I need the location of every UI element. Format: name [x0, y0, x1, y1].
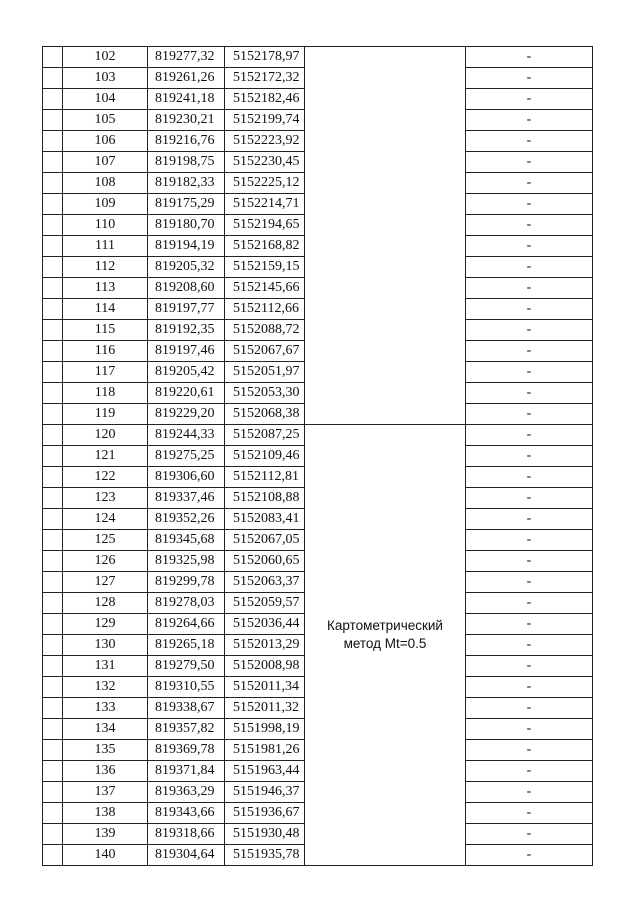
- row-margin-cell: [43, 845, 63, 866]
- table-row: [43, 425, 593, 446]
- point-number-cell: 127: [63, 572, 148, 593]
- x-coordinate-cell: 819318,66: [148, 824, 225, 845]
- point-number-cell: 134: [63, 719, 148, 740]
- point-number-cell: 122: [63, 467, 148, 488]
- dash-cell: -: [466, 635, 593, 656]
- x-coordinate-cell: 819304,64: [148, 845, 225, 866]
- y-coordinate-cell: 5152060,65: [225, 551, 305, 572]
- row-margin-cell: [43, 782, 63, 803]
- y-coordinate-cell: 5152182,46: [225, 89, 305, 110]
- dash-cell: -: [466, 803, 593, 824]
- dash-cell: -: [466, 236, 593, 257]
- y-coordinate-cell: 5152230,45: [225, 152, 305, 173]
- y-coordinate-cell: 5152051,97: [225, 362, 305, 383]
- y-coordinate-cell: 5152109,46: [225, 446, 305, 467]
- dash-cell: -: [466, 824, 593, 845]
- y-coordinate-cell: 5152223,92: [225, 131, 305, 152]
- row-margin-cell: [43, 383, 63, 404]
- row-margin-cell: [43, 740, 63, 761]
- x-coordinate-cell: 819343,66: [148, 803, 225, 824]
- row-margin-cell: [43, 446, 63, 467]
- y-coordinate-cell: 5152172,32: [225, 68, 305, 89]
- row-margin-cell: [43, 215, 63, 236]
- row-margin-cell: [43, 320, 63, 341]
- x-coordinate-cell: 819299,78: [148, 572, 225, 593]
- point-number-cell: 123: [63, 488, 148, 509]
- x-coordinate-cell: 819197,77: [148, 299, 225, 320]
- row-margin-cell: [43, 593, 63, 614]
- dash-cell: -: [466, 215, 593, 236]
- row-margin-cell: [43, 509, 63, 530]
- x-coordinate-cell: 819371,84: [148, 761, 225, 782]
- point-number-cell: 139: [63, 824, 148, 845]
- y-coordinate-cell: 5152088,72: [225, 320, 305, 341]
- row-margin-cell: [43, 152, 63, 173]
- y-coordinate-cell: 5151936,67: [225, 803, 305, 824]
- y-coordinate-cell: 5152199,74: [225, 110, 305, 131]
- dash-cell: -: [466, 278, 593, 299]
- y-coordinate-cell: 5152068,38: [225, 404, 305, 425]
- dash-cell: -: [466, 68, 593, 89]
- y-coordinate-cell: 5152145,66: [225, 278, 305, 299]
- x-coordinate-cell: 819338,67: [148, 698, 225, 719]
- dash-cell: -: [466, 719, 593, 740]
- point-number-cell: 126: [63, 551, 148, 572]
- point-number-cell: 102: [63, 47, 148, 68]
- point-number-cell: 112: [63, 257, 148, 278]
- row-margin-cell: [43, 551, 63, 572]
- dash-cell: -: [466, 404, 593, 425]
- dash-cell: -: [466, 614, 593, 635]
- dash-cell: -: [466, 551, 593, 572]
- dash-cell: -: [466, 152, 593, 173]
- x-coordinate-cell: 819192,35: [148, 320, 225, 341]
- point-number-cell: 132: [63, 677, 148, 698]
- row-margin-cell: [43, 89, 63, 110]
- row-margin-cell: [43, 824, 63, 845]
- method-label-line1: Картометрический: [327, 618, 443, 633]
- row-margin-cell: [43, 362, 63, 383]
- y-coordinate-cell: 5151946,37: [225, 782, 305, 803]
- dash-cell: -: [466, 782, 593, 803]
- x-coordinate-cell: 819180,70: [148, 215, 225, 236]
- y-coordinate-cell: 5152067,67: [225, 341, 305, 362]
- row-margin-cell: [43, 572, 63, 593]
- point-number-cell: 103: [63, 68, 148, 89]
- y-coordinate-cell: 5152011,34: [225, 677, 305, 698]
- dash-cell: -: [466, 677, 593, 698]
- point-number-cell: 116: [63, 341, 148, 362]
- x-coordinate-cell: 819182,33: [148, 173, 225, 194]
- y-coordinate-cell: 5152178,97: [225, 47, 305, 68]
- y-coordinate-cell: 5152108,88: [225, 488, 305, 509]
- y-coordinate-cell: 5152112,66: [225, 299, 305, 320]
- row-margin-cell: [43, 110, 63, 131]
- row-margin-cell: [43, 488, 63, 509]
- dash-cell: -: [466, 47, 593, 68]
- point-number-cell: 138: [63, 803, 148, 824]
- dash-cell: -: [466, 173, 593, 194]
- coordinates-table-body: [43, 47, 593, 866]
- dash-cell: -: [466, 425, 593, 446]
- point-number-cell: 114: [63, 299, 148, 320]
- y-coordinate-cell: 5151998,19: [225, 719, 305, 740]
- row-margin-cell: [43, 341, 63, 362]
- y-coordinate-cell: 5152112,81: [225, 467, 305, 488]
- y-coordinate-cell: 5151935,78: [225, 845, 305, 866]
- y-coordinate-cell: 5152013,29: [225, 635, 305, 656]
- y-coordinate-cell: 5152194,65: [225, 215, 305, 236]
- row-margin-cell: [43, 299, 63, 320]
- row-margin-cell: [43, 719, 63, 740]
- x-coordinate-cell: 819208,60: [148, 278, 225, 299]
- row-margin-cell: [43, 173, 63, 194]
- point-number-cell: 135: [63, 740, 148, 761]
- dash-cell: -: [466, 341, 593, 362]
- x-coordinate-cell: 819277,32: [148, 47, 225, 68]
- x-coordinate-cell: 819194,19: [148, 236, 225, 257]
- point-number-cell: 124: [63, 509, 148, 530]
- point-number-cell: 125: [63, 530, 148, 551]
- row-margin-cell: [43, 68, 63, 89]
- dash-cell: -: [466, 320, 593, 341]
- y-coordinate-cell: 5152225,12: [225, 173, 305, 194]
- x-coordinate-cell: 819229,20: [148, 404, 225, 425]
- x-coordinate-cell: 819198,75: [148, 152, 225, 173]
- point-number-cell: 117: [63, 362, 148, 383]
- point-number-cell: 130: [63, 635, 148, 656]
- x-coordinate-cell: 819345,68: [148, 530, 225, 551]
- y-coordinate-cell: 5151963,44: [225, 761, 305, 782]
- dash-cell: -: [466, 593, 593, 614]
- y-coordinate-cell: 5152168,82: [225, 236, 305, 257]
- dash-cell: -: [466, 530, 593, 551]
- x-coordinate-cell: 819279,50: [148, 656, 225, 677]
- y-coordinate-cell: 5152083,41: [225, 509, 305, 530]
- y-coordinate-cell: 5152008,98: [225, 656, 305, 677]
- dash-cell: -: [466, 194, 593, 215]
- x-coordinate-cell: 819363,29: [148, 782, 225, 803]
- x-coordinate-cell: 819264,66: [148, 614, 225, 635]
- point-number-cell: 111: [63, 236, 148, 257]
- point-number-cell: 140: [63, 845, 148, 866]
- row-margin-cell: [43, 278, 63, 299]
- point-number-cell: 136: [63, 761, 148, 782]
- point-number-cell: 129: [63, 614, 148, 635]
- y-coordinate-cell: 5152159,15: [225, 257, 305, 278]
- dash-cell: -: [466, 740, 593, 761]
- x-coordinate-cell: 819275,25: [148, 446, 225, 467]
- x-coordinate-cell: 819337,46: [148, 488, 225, 509]
- y-coordinate-cell: 5151930,48: [225, 824, 305, 845]
- point-number-cell: 133: [63, 698, 148, 719]
- coordinates-table: [42, 46, 593, 866]
- dash-cell: -: [466, 656, 593, 677]
- dash-cell: -: [466, 698, 593, 719]
- x-coordinate-cell: 819310,55: [148, 677, 225, 698]
- y-coordinate-cell: 5152214,71: [225, 194, 305, 215]
- point-number-cell: 110: [63, 215, 148, 236]
- x-coordinate-cell: 819325,98: [148, 551, 225, 572]
- row-margin-cell: [43, 803, 63, 824]
- dash-cell: -: [466, 110, 593, 131]
- x-coordinate-cell: 819216,76: [148, 131, 225, 152]
- method-cell: [305, 425, 466, 866]
- row-margin-cell: [43, 194, 63, 215]
- y-coordinate-cell: 5152059,57: [225, 593, 305, 614]
- row-margin-cell: [43, 530, 63, 551]
- dash-cell: -: [466, 383, 593, 404]
- point-number-cell: 105: [63, 110, 148, 131]
- x-coordinate-cell: 819261,26: [148, 68, 225, 89]
- y-coordinate-cell: 5152063,37: [225, 572, 305, 593]
- y-coordinate-cell: 5152036,44: [225, 614, 305, 635]
- row-margin-cell: [43, 698, 63, 719]
- dash-cell: -: [466, 257, 593, 278]
- point-number-cell: 131: [63, 656, 148, 677]
- method-cell-empty: [305, 47, 466, 425]
- point-number-cell: 119: [63, 404, 148, 425]
- x-coordinate-cell: 819357,82: [148, 719, 225, 740]
- x-coordinate-cell: 819205,42: [148, 362, 225, 383]
- dash-cell: -: [466, 488, 593, 509]
- row-margin-cell: [43, 404, 63, 425]
- x-coordinate-cell: 819265,18: [148, 635, 225, 656]
- point-number-cell: 137: [63, 782, 148, 803]
- point-number-cell: 121: [63, 446, 148, 467]
- dash-cell: -: [466, 89, 593, 110]
- row-margin-cell: [43, 131, 63, 152]
- method-label-line2: метод Mt=0.5: [343, 636, 427, 651]
- dash-cell: -: [466, 845, 593, 866]
- x-coordinate-cell: 819175,29: [148, 194, 225, 215]
- y-coordinate-cell: 5152087,25: [225, 425, 305, 446]
- y-coordinate-cell: 5151981,26: [225, 740, 305, 761]
- dash-cell: -: [466, 131, 593, 152]
- point-number-cell: 108: [63, 173, 148, 194]
- point-number-cell: 109: [63, 194, 148, 215]
- row-margin-cell: [43, 257, 63, 278]
- x-coordinate-cell: 819230,21: [148, 110, 225, 131]
- point-number-cell: 120: [63, 425, 148, 446]
- point-number-cell: 118: [63, 383, 148, 404]
- dash-cell: -: [466, 446, 593, 467]
- table-row: [43, 47, 593, 68]
- dash-cell: -: [466, 572, 593, 593]
- row-margin-cell: [43, 656, 63, 677]
- dash-cell: -: [466, 362, 593, 383]
- x-coordinate-cell: 819278,03: [148, 593, 225, 614]
- point-number-cell: 113: [63, 278, 148, 299]
- dash-cell: -: [466, 509, 593, 530]
- y-coordinate-cell: 5152067,05: [225, 530, 305, 551]
- x-coordinate-cell: 819205,32: [148, 257, 225, 278]
- dash-cell: -: [466, 467, 593, 488]
- dash-cell: -: [466, 299, 593, 320]
- point-number-cell: 104: [63, 89, 148, 110]
- x-coordinate-cell: 819369,78: [148, 740, 225, 761]
- x-coordinate-cell: 819241,18: [148, 89, 225, 110]
- point-number-cell: 115: [63, 320, 148, 341]
- point-number-cell: 107: [63, 152, 148, 173]
- point-number-cell: 106: [63, 131, 148, 152]
- row-margin-cell: [43, 467, 63, 488]
- x-coordinate-cell: 819244,33: [148, 425, 225, 446]
- x-coordinate-cell: 819352,26: [148, 509, 225, 530]
- y-coordinate-cell: 5152011,32: [225, 698, 305, 719]
- row-margin-cell: [43, 236, 63, 257]
- row-margin-cell: [43, 635, 63, 656]
- row-margin-cell: [43, 761, 63, 782]
- row-margin-cell: [43, 47, 63, 68]
- point-number-cell: 128: [63, 593, 148, 614]
- row-margin-cell: [43, 677, 63, 698]
- row-margin-cell: [43, 425, 63, 446]
- x-coordinate-cell: 819220,61: [148, 383, 225, 404]
- row-margin-cell: [43, 614, 63, 635]
- method-label: [305, 425, 465, 653]
- dash-cell: -: [466, 761, 593, 782]
- x-coordinate-cell: 819197,46: [148, 341, 225, 362]
- x-coordinate-cell: 819306,60: [148, 467, 225, 488]
- y-coordinate-cell: 5152053,30: [225, 383, 305, 404]
